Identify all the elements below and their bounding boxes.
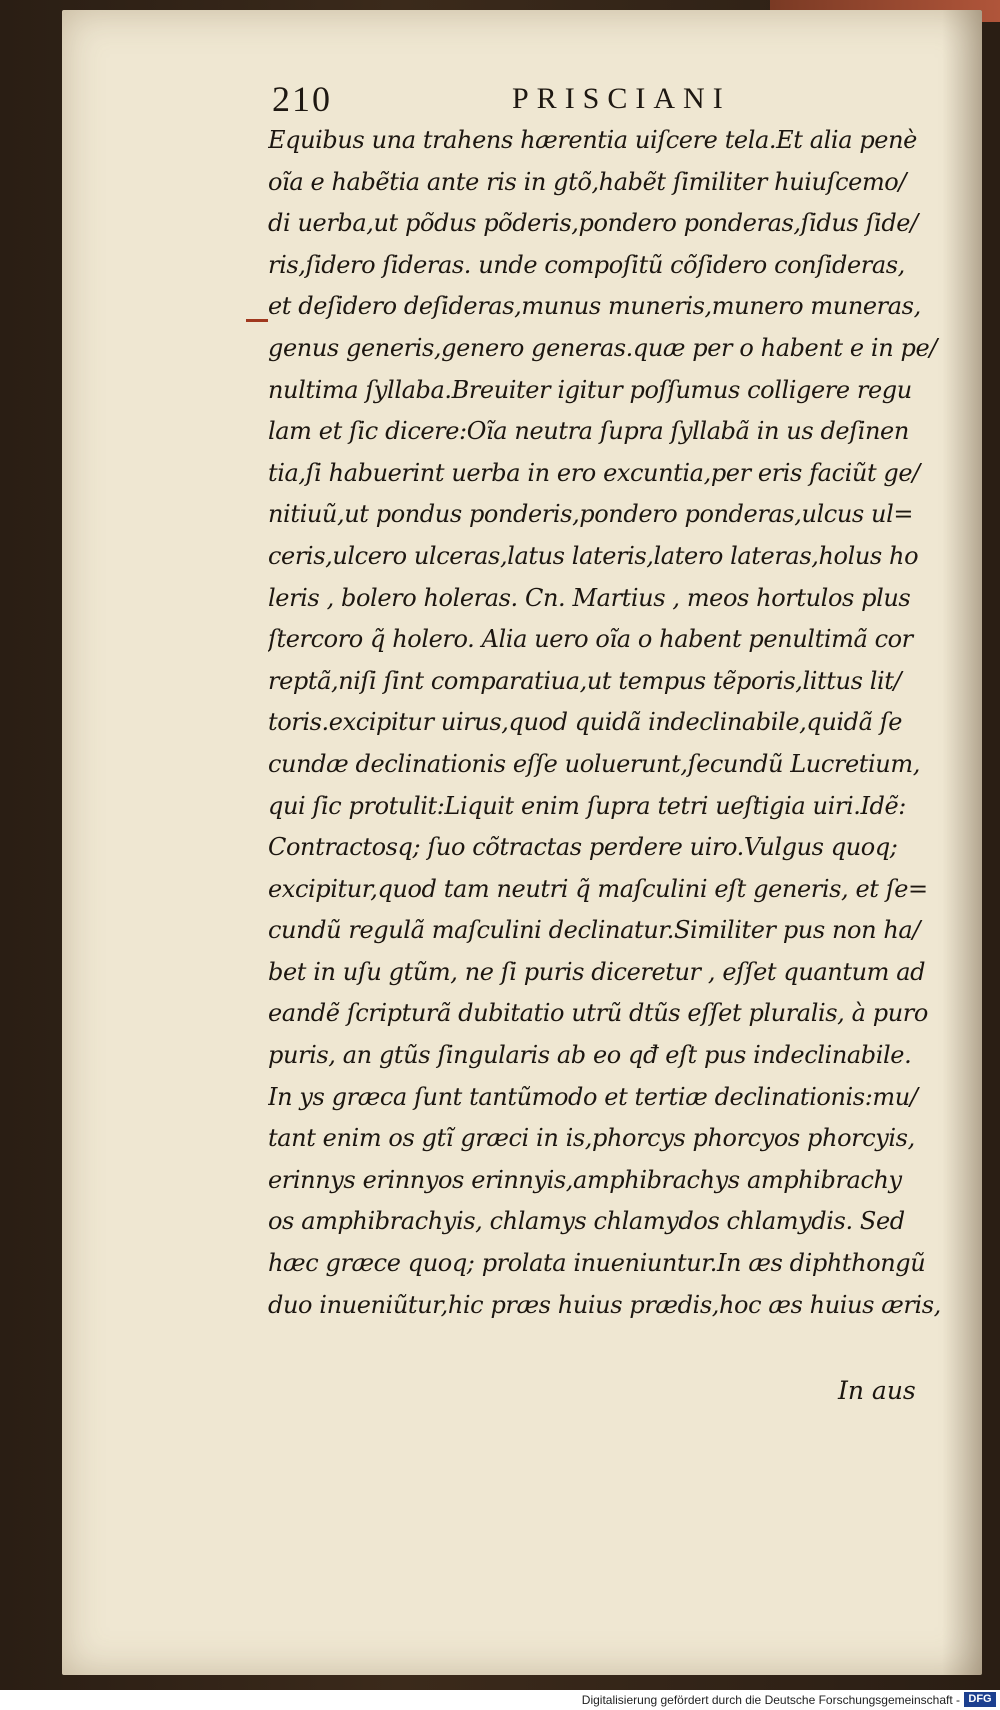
page-number: 210: [272, 79, 332, 119]
text-line: reptã,niſi ſint comparatiua,ut tempus tẽporis,littus lit/: [268, 666, 902, 695]
text-line: hæc græce quoq; prolata inueniuntur.In æs diphthongũ: [268, 1249, 926, 1278]
running-head: PRISCIANI: [512, 82, 731, 115]
text-line: ceris,ulcero ulceras,latus lateris,latero lateras,holus ho: [268, 541, 919, 570]
text-line: et deſidero deſideras,munus muneris,munero muneras,: [268, 292, 921, 321]
text-line: oĩa e habẽtia ante ris in gtõ,habẽt ſimiliter huiuſcemo/: [268, 167, 907, 196]
text-line: duo inueniũtur,hic præs huius prædis,hoc æs huius æris,: [268, 1290, 941, 1319]
text-line: os amphibrachyis, chlamys chlamydos chlamydis. Sed: [268, 1207, 905, 1236]
text-line: cundæ declinationis eſſe uoluerunt,ſecundũ Lucretium,: [268, 749, 920, 778]
text-line: qui ſic protulit:Liquit enim ſupra tetri ueſtigia uiri.Idẽ:: [268, 791, 906, 820]
text-line: eandẽ ſcripturã dubitatio utrũ dtũs eſſet pluralis, à puro: [268, 999, 928, 1028]
text-line: ris,ſidero ſideras. unde compoſitũ cõſidero conſideras,: [268, 250, 905, 279]
dfg-logo: DFG: [964, 1692, 996, 1707]
text-line: puris, an gtũs ſingularis ab eo qđ eſt pus indeclinabile.: [268, 1041, 912, 1070]
text-line: erinnys erinnyos erinnyis,amphibrachys amphibrachy: [268, 1165, 902, 1194]
text-line: toris.excipitur uirus,quod quidã indeclinabile,quidã ſe: [268, 708, 903, 737]
catchword: In aus: [838, 1376, 916, 1405]
text-line: nitiuũ,ut pondus ponderis,pondero ponderas,ulcus ul=: [268, 500, 914, 529]
text-line: excipitur,quod tam neutri q̃ maſculini eſt generis, et ſe=: [268, 874, 928, 903]
text-line: bet in uſu gtũm, ne ſi puris diceretur , eſſet quantum ad: [268, 957, 926, 986]
text-line: di uerba,ut põdus põderis,pondero ponderas,ſidus ſide/: [268, 209, 918, 238]
text-line: tia,ſi habuerint uerba in ero excuntia,per eris faciũt ge/: [268, 458, 920, 487]
text-line: lam et ſic dicere:Oĩa neutra ſupra ſyllabã in us deſinen: [268, 417, 909, 446]
text-line: nultima ſyllaba.Breuiter igitur poſſumus colligere regu: [268, 375, 912, 404]
text-line: Equibus una trahens hærentia uiſcere tela.Et alia penè: [268, 126, 917, 154]
text-line: leris , bolero holeras. Cn. Martius , meos hortulos plus: [268, 583, 911, 612]
margin-mark: [246, 319, 268, 322]
text-line: tant enim os gtĩ græci in is,phorcys phorcyos phorcyis,: [268, 1124, 915, 1153]
page-header: [272, 78, 832, 122]
text-line: Contractosq; ſuo cõtractas perdere uiro.Vulgus quoq;: [268, 833, 898, 862]
text-line: ſtercoro q̃ holero. Alia uero oĩa o habent penultimã cor: [268, 625, 913, 654]
body-text: [268, 120, 958, 1326]
text-line: cundũ regulã maſculini declinatur.Similiter pus non ha/: [268, 916, 921, 945]
funding-credit: Digitalisierung gefördert durch die Deutsche Forschungsgemeinschaft -: [581, 1693, 960, 1707]
digitization-footer: [0, 1690, 1000, 1710]
text-line: In ys græca ſunt tantũmodo et tertiæ declinationis:mu/: [268, 1082, 918, 1111]
text-line: genus generis,genero generas.quæ per o habent e in pe/: [268, 333, 937, 362]
